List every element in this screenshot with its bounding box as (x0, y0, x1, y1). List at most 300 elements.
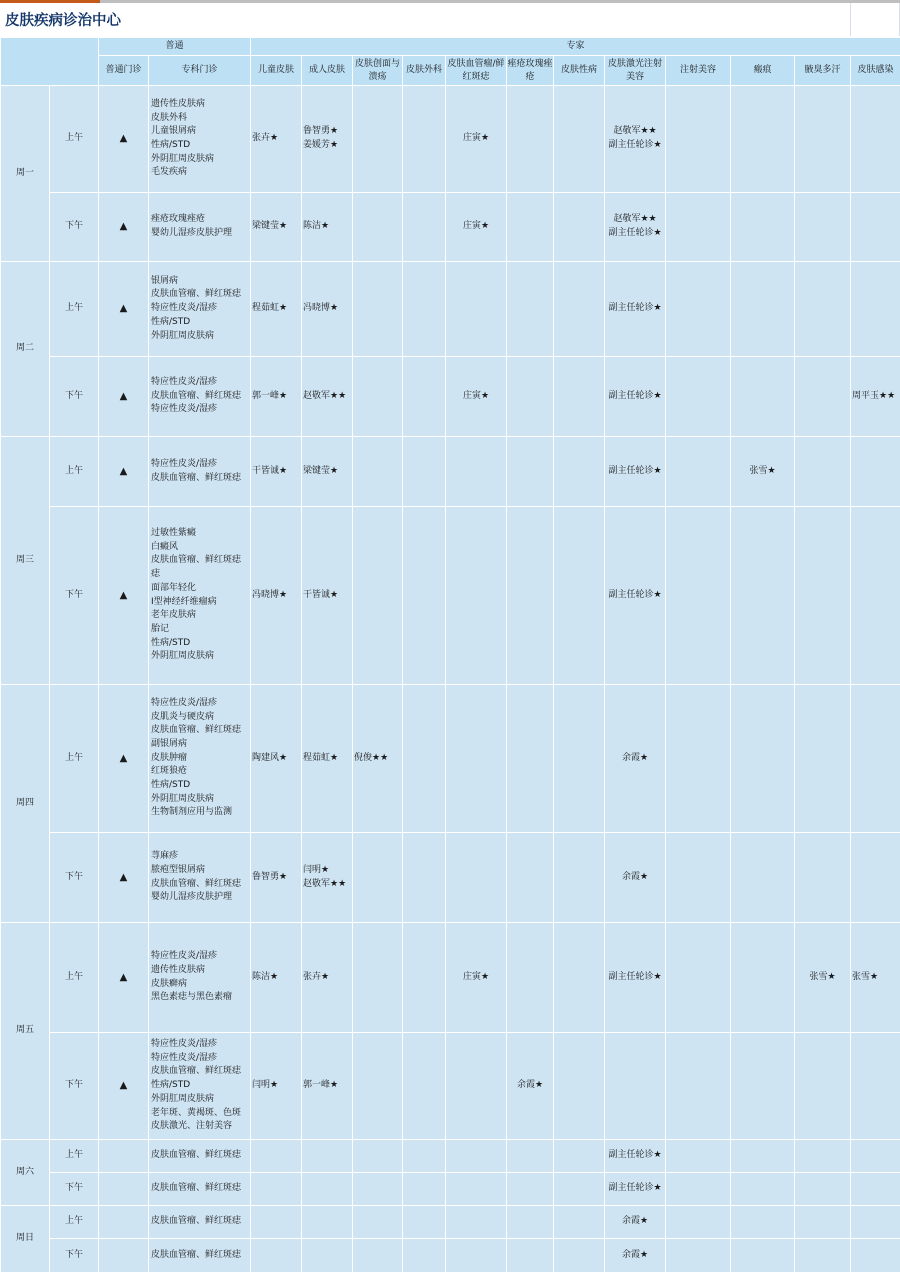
specialty-item: 白癜风 (151, 541, 250, 555)
header-rosacea: 痤疮玫瑰痤疮 (507, 56, 554, 86)
wound-ulcer-cell (353, 1206, 403, 1239)
laser-cell (605, 262, 666, 357)
specialty-item: 红斑狼疮 (151, 765, 250, 779)
vascular-cell (446, 357, 507, 437)
scar-cell (731, 1206, 795, 1239)
adult-skin-cell (302, 1239, 353, 1273)
adult-skin-cell (302, 685, 353, 833)
schedule-row (1, 437, 900, 507)
adult-skin-cell (302, 357, 353, 437)
day-label: 周三 (1, 437, 50, 685)
specialty-item: 皮肤血管瘤、鲜红斑痣 (151, 1215, 250, 1229)
specialty-item: 皮肤血管瘤、鲜红斑痣 (151, 472, 250, 486)
doctor-name: 郭一峰★ (303, 1079, 352, 1093)
general-clinic-mark (99, 1206, 149, 1239)
specialty-item: 特应性皮炎/湿疹 (151, 1038, 250, 1052)
rosacea-cell (507, 685, 554, 833)
doctor-name: 梁键莹★ (303, 465, 352, 479)
specialty-item: 皮肤血管瘤、鲜红斑痣 (151, 1149, 250, 1163)
specialty-item: 儿童银屑病 (151, 125, 250, 139)
doctor-name: 副主任轮诊★ (605, 1182, 665, 1196)
adult-skin-cell (302, 1033, 353, 1140)
laser-cell (605, 437, 666, 507)
sti-cell (554, 923, 605, 1033)
schedule-row (1, 357, 900, 437)
wound-ulcer-cell (353, 437, 403, 507)
infection-cell (851, 1140, 900, 1173)
general-clinic-mark: ▲ (99, 357, 149, 437)
adult-skin-cell (302, 1206, 353, 1239)
specialty-item: 性病/STD (151, 139, 250, 153)
general-clinic-mark: ▲ (99, 193, 149, 262)
specialty-item: 遗传性皮肤病 (151, 98, 250, 112)
laser-cell (605, 193, 666, 262)
wound-ulcer-cell (353, 86, 403, 193)
general-clinic-mark: ▲ (99, 507, 149, 685)
doctor-name: 张雪★ (852, 971, 900, 985)
general-clinic-mark: ▲ (99, 923, 149, 1033)
hyperhidrosis-cell (795, 357, 851, 437)
rosacea-cell (507, 357, 554, 437)
sti-cell (554, 1173, 605, 1206)
vascular-cell (446, 193, 507, 262)
general-clinic-mark (99, 1173, 149, 1206)
schedule-row (1, 1033, 900, 1140)
surgery-cell (403, 1206, 446, 1239)
period-label: 下午 (50, 1173, 99, 1206)
period-label: 下午 (50, 1239, 99, 1273)
specialty-clinic-cell (149, 86, 251, 193)
doctor-name: 余霞★ (605, 1215, 665, 1229)
schedule-row (1, 262, 900, 357)
specialty-clinic-cell (149, 923, 251, 1033)
doctor-name: 庄寅★ (446, 390, 506, 404)
injection-cell (666, 1239, 731, 1273)
specialty-item: 皮肤血管瘤、鲜红斑痣 (151, 878, 250, 892)
specialty-item: 痣 (151, 568, 250, 582)
specialty-item: 老年皮肤病 (151, 609, 250, 623)
child-skin-cell (251, 437, 302, 507)
doctor-name: 赵敬军★★ (605, 125, 665, 139)
specialty-item: I型神经纤维瘤病 (151, 596, 250, 610)
vascular-cell (446, 1173, 507, 1206)
doctor-name: 冯晓博★ (252, 589, 301, 603)
doctor-name: 张雪★ (795, 971, 850, 985)
surgery-cell (403, 833, 446, 923)
hyperhidrosis-cell (795, 262, 851, 357)
schedule-table (0, 37, 900, 1273)
doctor-name: 张卉★ (303, 971, 352, 985)
schedule-row (1, 923, 900, 1033)
doctor-name: 张雪★ (731, 465, 794, 479)
period-label: 上午 (50, 262, 99, 357)
rosacea-cell (507, 86, 554, 193)
injection-cell (666, 833, 731, 923)
doctor-name: 倪俊★★ (354, 752, 402, 766)
period-label: 上午 (50, 1140, 99, 1173)
header-row-groups (1, 38, 900, 56)
schedule-row (1, 1140, 900, 1173)
infection-cell (851, 507, 900, 685)
doctor-name: 副主任轮诊★ (605, 227, 665, 241)
specialty-item: 皮肤外科 (151, 112, 250, 126)
header-adult-skin: 成人皮肤 (302, 56, 353, 86)
specialty-item: 性病/STD (151, 316, 250, 330)
adult-skin-cell (302, 1173, 353, 1206)
vascular-cell (446, 1033, 507, 1140)
general-clinic-mark (99, 1239, 149, 1273)
child-skin-cell (251, 1206, 302, 1239)
specialty-clinic-cell (149, 833, 251, 923)
specialty-clinic-cell (149, 685, 251, 833)
child-skin-cell (251, 193, 302, 262)
specialty-item: 特应性皮炎/湿疹 (151, 950, 250, 964)
scar-cell (731, 923, 795, 1033)
infection-cell (851, 1173, 900, 1206)
specialty-item: 毛发疾病 (151, 166, 250, 180)
specialty-item: 老年斑、黄褐斑、色斑 (151, 1107, 250, 1121)
general-clinic-mark: ▲ (99, 86, 149, 193)
sti-cell (554, 262, 605, 357)
wound-ulcer-cell (353, 1173, 403, 1206)
day-label: 周四 (1, 685, 50, 923)
day-label: 周五 (1, 923, 50, 1140)
header-group-general: 普通 (99, 38, 251, 56)
infection-cell (851, 1206, 900, 1239)
doctor-name: 张卉★ (252, 132, 301, 146)
general-clinic-mark (99, 1140, 149, 1173)
rosacea-cell (507, 262, 554, 357)
sti-cell (554, 1239, 605, 1273)
specialty-item: 皮肤血管瘤、鲜红斑痣 (151, 390, 250, 404)
sti-cell (554, 1033, 605, 1140)
sti-cell (554, 507, 605, 685)
specialty-clinic-cell (149, 262, 251, 357)
adult-skin-cell (302, 833, 353, 923)
child-skin-cell (251, 86, 302, 193)
schedule-row (1, 685, 900, 833)
child-skin-cell (251, 685, 302, 833)
wound-ulcer-cell (353, 1140, 403, 1173)
adult-skin-cell (302, 437, 353, 507)
vascular-cell (446, 1140, 507, 1173)
wound-ulcer-cell (353, 833, 403, 923)
doctor-name: 庄寅★ (446, 971, 506, 985)
hyperhidrosis-cell (795, 833, 851, 923)
laser-cell (605, 1033, 666, 1140)
schedule-row (1, 193, 900, 262)
day-label: 周六 (1, 1140, 50, 1206)
hyperhidrosis-cell (795, 1173, 851, 1206)
vascular-cell (446, 507, 507, 685)
doctor-name: 干皆诚★ (303, 589, 352, 603)
child-skin-cell (251, 833, 302, 923)
child-skin-cell (251, 507, 302, 685)
vascular-cell (446, 262, 507, 357)
doctor-name: 干皆诚★ (252, 465, 301, 479)
header-scar: 瘢痕 (731, 56, 795, 86)
sti-cell (554, 357, 605, 437)
header-injection: 注射美容 (666, 56, 731, 86)
laser-cell (605, 507, 666, 685)
specialty-clinic-cell (149, 1206, 251, 1239)
doctor-name: 副主任轮诊★ (605, 971, 665, 985)
specialty-item: 婴幼儿湿疹皮肤护理 (151, 227, 250, 241)
injection-cell (666, 1033, 731, 1140)
hyperhidrosis-cell (795, 437, 851, 507)
hyperhidrosis-cell (795, 1033, 851, 1140)
specialty-item: 外阴肛周皮肤病 (151, 793, 250, 807)
hyperhidrosis-cell (795, 685, 851, 833)
sti-cell (554, 437, 605, 507)
wound-ulcer-cell (353, 685, 403, 833)
vascular-cell (446, 923, 507, 1033)
surgery-cell (403, 1140, 446, 1173)
rosacea-cell (507, 1140, 554, 1173)
child-skin-cell (251, 1140, 302, 1173)
schedule-body (1, 86, 900, 1273)
specialty-item: 性病/STD (151, 779, 250, 793)
vascular-cell (446, 437, 507, 507)
specialty-item: 婴幼儿湿疹皮肤护理 (151, 891, 250, 905)
header-hyperhidrosis: 腋臭多汗 (795, 56, 851, 86)
scar-cell (731, 833, 795, 923)
specialty-item: 外阴肛周皮肤病 (151, 153, 250, 167)
hyperhidrosis-cell (795, 1140, 851, 1173)
doctor-name: 程茹虹★ (252, 302, 301, 316)
infection-cell (851, 437, 900, 507)
laser-cell (605, 685, 666, 833)
specialty-item: 皮肤血管瘤、鲜红斑痣 (151, 288, 250, 302)
doctor-name: 鲁智勇★ (252, 871, 301, 885)
vascular-cell (446, 833, 507, 923)
day-label: 周二 (1, 262, 50, 437)
child-skin-cell (251, 262, 302, 357)
specialty-item: 胎记 (151, 623, 250, 637)
child-skin-cell (251, 1173, 302, 1206)
doctor-name: 周平玉★★ (852, 390, 900, 404)
laser-cell (605, 1239, 666, 1273)
infection-cell (851, 1033, 900, 1140)
infection-cell (851, 833, 900, 923)
injection-cell (666, 1140, 731, 1173)
scar-cell (731, 193, 795, 262)
hyperhidrosis-cell (795, 923, 851, 1033)
scar-cell (731, 1239, 795, 1273)
specialty-item: 外阴肛周皮肤病 (151, 330, 250, 344)
vascular-cell (446, 1239, 507, 1273)
period-label: 上午 (50, 437, 99, 507)
doctor-name: 陶建风★ (252, 752, 301, 766)
rosacea-cell (507, 437, 554, 507)
period-label: 下午 (50, 507, 99, 685)
general-clinic-mark: ▲ (99, 1033, 149, 1140)
doctor-name: 副主任轮诊★ (605, 139, 665, 153)
specialty-clinic-cell (149, 437, 251, 507)
header-vascular: 皮肤血管瘤/鲜红斑痣 (446, 56, 507, 86)
header-wound-ulcer: 皮肤创面与溃疡 (353, 56, 403, 86)
sti-cell (554, 833, 605, 923)
wound-ulcer-cell (353, 193, 403, 262)
laser-cell (605, 833, 666, 923)
rosacea-cell (507, 507, 554, 685)
specialty-item: 外阴肛周皮肤病 (151, 1093, 250, 1107)
specialty-item: 特应性皮炎/湿疹 (151, 302, 250, 316)
laser-cell (605, 1206, 666, 1239)
surgery-cell (403, 437, 446, 507)
doctor-name: 余霞★ (507, 1079, 553, 1093)
doctor-name: 副主任轮诊★ (605, 302, 665, 316)
period-label: 下午 (50, 357, 99, 437)
infection-cell (851, 357, 900, 437)
period-label: 上午 (50, 1206, 99, 1239)
surgery-cell (403, 1033, 446, 1140)
infection-cell (851, 193, 900, 262)
surgery-cell (403, 923, 446, 1033)
injection-cell (666, 507, 731, 685)
specialty-item: 皮肤癣病 (151, 978, 250, 992)
schedule-row (1, 1206, 900, 1239)
specialty-item: 遗传性皮肤病 (151, 964, 250, 978)
header-sti: 皮肤性病 (554, 56, 605, 86)
infection-cell (851, 86, 900, 193)
specialty-clinic-cell (149, 1173, 251, 1206)
period-label: 下午 (50, 193, 99, 262)
specialty-item: 痤疮玫瑰痤疮 (151, 213, 250, 227)
laser-cell (605, 1173, 666, 1206)
period-label: 上午 (50, 923, 99, 1033)
sti-cell (554, 1140, 605, 1173)
general-clinic-mark: ▲ (99, 262, 149, 357)
surgery-cell (403, 193, 446, 262)
doctor-name: 副主任轮诊★ (605, 1149, 665, 1163)
infection-cell (851, 262, 900, 357)
vascular-cell (446, 86, 507, 193)
injection-cell (666, 1173, 731, 1206)
adult-skin-cell (302, 86, 353, 193)
scar-cell (731, 1033, 795, 1140)
doctor-name: 闫明★ (303, 864, 352, 878)
child-skin-cell (251, 923, 302, 1033)
infection-cell (851, 1239, 900, 1273)
header-infection: 皮肤感染 (851, 56, 900, 86)
infection-cell (851, 923, 900, 1033)
schedule-row (1, 833, 900, 923)
specialty-item: 生物制剂应用与监测 (151, 806, 250, 820)
header-child-skin: 儿童皮肤 (251, 56, 302, 86)
specialty-item: 特应性皮炎/湿疹 (151, 376, 250, 390)
day-label: 周一 (1, 86, 50, 262)
specialty-item: 皮肤肿瘤 (151, 752, 250, 766)
injection-cell (666, 86, 731, 193)
scar-cell (731, 685, 795, 833)
general-clinic-mark: ▲ (99, 437, 149, 507)
doctor-name: 余霞★ (605, 752, 665, 766)
doctor-name: 梁键莹★ (252, 220, 301, 234)
wound-ulcer-cell (353, 1239, 403, 1273)
specialty-clinic-cell (149, 1033, 251, 1140)
specialty-item: 特应性皮炎/湿疹 (151, 1052, 250, 1066)
child-skin-cell (251, 1239, 302, 1273)
adult-skin-cell (302, 193, 353, 262)
doctor-name: 余霞★ (605, 871, 665, 885)
specialty-item: 皮肌炎与硬皮病 (151, 711, 250, 725)
doctor-name: 郭一峰★ (252, 390, 301, 404)
surgery-cell (403, 685, 446, 833)
surgery-cell (403, 507, 446, 685)
header-laser: 皮肤激光注射美容 (605, 56, 666, 86)
hyperhidrosis-cell (795, 193, 851, 262)
period-label: 上午 (50, 86, 99, 193)
doctor-name: 赵敬军★★ (303, 390, 352, 404)
specialty-item: 过敏性紫癜 (151, 527, 250, 541)
title-side-box (850, 3, 900, 36)
specialty-item: 特应性皮炎/湿疹 (151, 458, 250, 472)
schedule-row (1, 1173, 900, 1206)
doctor-name: 程茹虹★ (303, 752, 352, 766)
injection-cell (666, 685, 731, 833)
period-label: 上午 (50, 685, 99, 833)
rosacea-cell (507, 1173, 554, 1206)
hyperhidrosis-cell (795, 507, 851, 685)
doctor-name: 鲁智勇★ (303, 125, 352, 139)
specialty-item: 皮肤激光、注射美容 (151, 1120, 250, 1134)
period-label: 下午 (50, 1033, 99, 1140)
specialty-item: 皮肤血管瘤、鲜红斑痣 (151, 1249, 250, 1263)
header-specialty-clinic: 专科门诊 (149, 56, 251, 86)
doctor-name: 副主任轮诊★ (605, 390, 665, 404)
laser-cell (605, 923, 666, 1033)
specialty-item: 皮肤血管瘤、鲜红斑痣 (151, 554, 250, 568)
specialty-item: 性病/STD (151, 637, 250, 651)
rosacea-cell (507, 1239, 554, 1273)
surgery-cell (403, 86, 446, 193)
adult-skin-cell (302, 1140, 353, 1173)
specialty-item: 皮肤血管瘤、鲜红斑痣 (151, 724, 250, 738)
rosacea-cell (507, 833, 554, 923)
wound-ulcer-cell (353, 262, 403, 357)
scar-cell (731, 507, 795, 685)
scar-cell (731, 437, 795, 507)
doctor-name: 赵敬军★★ (605, 213, 665, 227)
hyperhidrosis-cell (795, 1239, 851, 1273)
specialty-item: 特应性皮炎/湿疹 (151, 403, 250, 417)
scar-cell (731, 262, 795, 357)
rosacea-cell (507, 923, 554, 1033)
sti-cell (554, 193, 605, 262)
doctor-name: 赵敬军★★ (303, 878, 352, 892)
doctor-name: 余霞★ (605, 1249, 665, 1263)
specialty-clinic-cell (149, 193, 251, 262)
wound-ulcer-cell (353, 357, 403, 437)
specialty-clinic-cell (149, 357, 251, 437)
schedule-row (1, 86, 900, 193)
specialty-item: 皮肤血管瘤、鲜红斑痣 (151, 1182, 250, 1196)
specialty-clinic-cell (149, 1239, 251, 1273)
doctor-name: 姜媛芳★ (303, 139, 352, 153)
specialty-item: 脓疱型银屑病 (151, 864, 250, 878)
specialty-item: 性病/STD (151, 1079, 250, 1093)
title-bar (0, 3, 900, 37)
specialty-item: 副银屑病 (151, 738, 250, 752)
injection-cell (666, 923, 731, 1033)
scar-cell (731, 86, 795, 193)
scar-cell (731, 357, 795, 437)
specialty-item: 荨麻疹 (151, 850, 250, 864)
surgery-cell (403, 357, 446, 437)
injection-cell (666, 193, 731, 262)
doctor-name: 冯晓博★ (303, 302, 352, 316)
